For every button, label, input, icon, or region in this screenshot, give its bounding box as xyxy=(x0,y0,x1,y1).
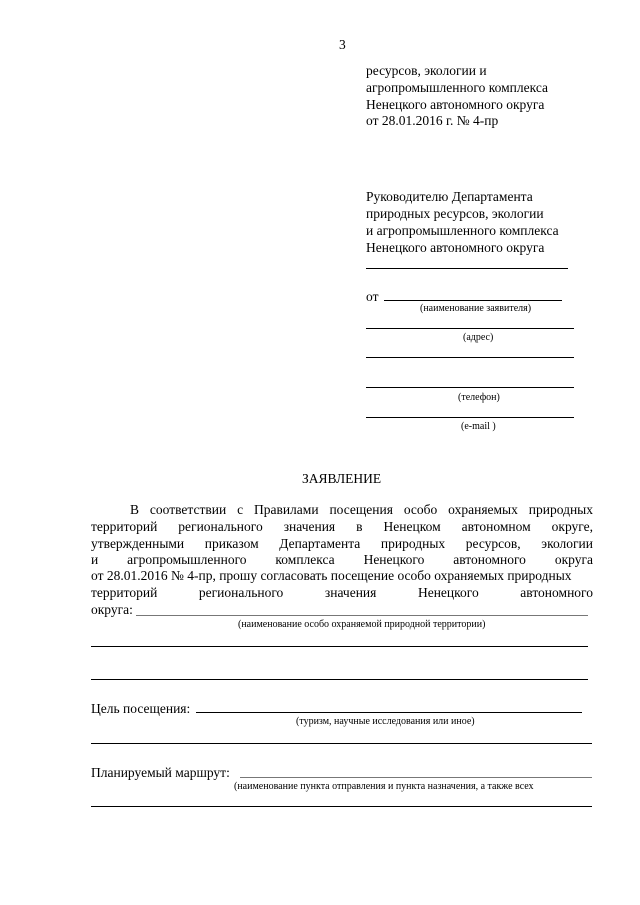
purpose-field-2[interactable] xyxy=(91,743,592,744)
applicant-name-caption: (наименование заявителя) xyxy=(420,303,532,314)
territory-name-field[interactable] xyxy=(136,615,588,616)
applicant-name-field[interactable] xyxy=(384,300,562,301)
email-field[interactable] xyxy=(366,417,574,418)
route-field[interactable] xyxy=(240,777,592,778)
document-title: ЗАЯВЛЕНИЕ xyxy=(302,471,382,486)
header-line: Ненецкого автономного округа xyxy=(366,97,545,112)
address-caption: (адрес) xyxy=(463,332,494,343)
body-line: округа: xyxy=(91,602,133,617)
header-line: агропромышленного комплекса xyxy=(366,80,548,95)
page-number: 3 xyxy=(339,37,346,52)
purpose-caption: (туризм, научные исследования или иное) xyxy=(296,716,475,727)
phone-caption: (телефон) xyxy=(458,392,500,403)
address-field-2[interactable] xyxy=(366,357,574,358)
territory-name-field-2[interactable] xyxy=(91,646,588,647)
purpose-field[interactable] xyxy=(196,712,582,713)
territory-caption: (наименование особо охраняемой природной территории) xyxy=(238,619,486,630)
body-line: территорий регионального значения в Ненецком автономном округе, xyxy=(91,519,593,534)
header-line: от 28.01.2016 г. № 4-пр xyxy=(366,113,499,128)
from-label: от xyxy=(366,289,379,304)
addressee-line: Руководителю Департамента xyxy=(366,189,533,204)
address-field[interactable] xyxy=(366,328,574,329)
body-line: от 28.01.2016 № 4-пр, прошу согласовать посещение особо охраняемых природных xyxy=(91,568,572,583)
email-caption: (e-mail ) xyxy=(461,421,496,432)
addressee-signature-line[interactable] xyxy=(366,268,568,269)
body-line: В соответствии с Правилами посещения особо охраняемых природных xyxy=(130,502,593,517)
header-line: ресурсов, экологии и xyxy=(366,63,487,78)
addressee-line: и агропромышленного комплекса xyxy=(366,223,559,238)
phone-field[interactable] xyxy=(366,387,574,388)
body-line: территорий регионального значения Ненецкого автономного xyxy=(91,585,593,600)
addressee-line: Ненецкого автономного округа xyxy=(366,240,545,255)
route-label: Планируемый маршрут: xyxy=(91,765,230,780)
purpose-label: Цель посещения: xyxy=(91,701,191,716)
addressee-line: природных ресурсов, экологии xyxy=(366,206,544,221)
route-field-2[interactable] xyxy=(91,806,592,807)
body-line: и агропромышленного комплекса Ненецкого автономного округа xyxy=(91,552,593,567)
route-caption: (наименование пункта отправления и пункта назначения, а также всех xyxy=(234,781,534,792)
territory-name-field-3[interactable] xyxy=(91,679,588,680)
body-line: утвержденными приказом Департамента природных ресурсов, экологии xyxy=(91,536,593,551)
